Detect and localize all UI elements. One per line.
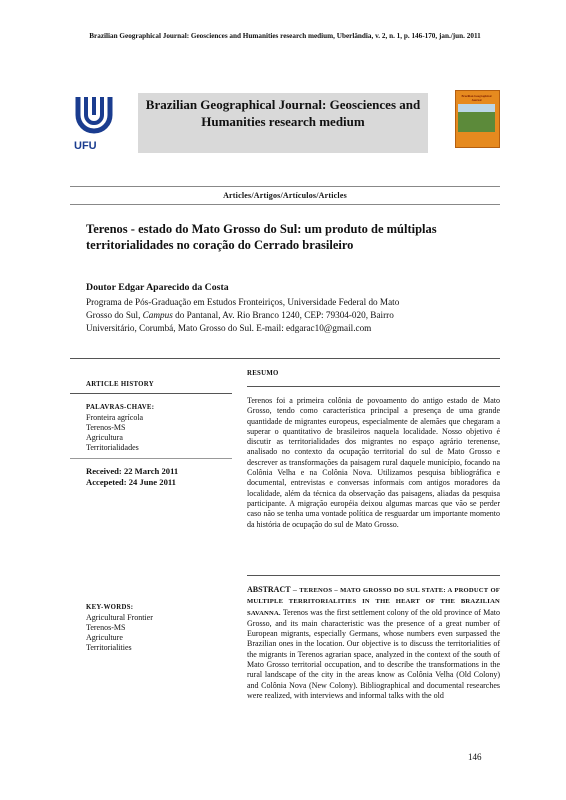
dates-block [86,466,178,488]
key-words-item: Territorialities [86,643,132,652]
affiliation-line2-post: do Pantanal, Av. Rio Branco 1240, CEP: 79304-020, Bairro [172,310,394,320]
running-head: Brazilian Geographical Journal: Geosciences and Humanities research medium, Uberlândia, v. 2, n. 1, p. 146-170, jan./jun. 2011 [89,32,481,40]
abstract-paragraph [247,585,500,701]
section-rule-bottom [70,204,500,205]
logo-text: UFU [74,140,97,152]
abstract-lead: ABSTRACT [247,585,291,594]
resumo-label: RESUMO [247,370,279,377]
abstract-subtitle: TERENOS – MATO GROSSO DO SUL STATE: A PRODUCT OF MULTIPLE TERRITORIALITIES IN THE HEART OF THE BRAZILIAN SAVANNA. [247,587,501,617]
palavras-chave-item: Territorialidades [86,443,139,452]
journal-title: Brazilian Geographical Journal: Geosciences and Humanities research medium [145,97,421,129]
cover-sky [458,104,495,112]
key-words-block [86,603,226,653]
paper-title: Terenos - estado do Mato Grosso do Sul: um produto de múltiplas territorialidades no coração do Cerrado brasileiro [86,222,437,252]
page-number: 146 [468,752,482,762]
resumo-text: Terenos foi a primeira colônia de povoamento do antigo estado de Mato Grosso, tendo como característica principal a presença de uma grande quantidade de migrantes europeus, especialmente de alemães que chegaram a superar o quantitativo de brasileiros naquela localidade. Nosso objetivo é discutir as territorialidades dos migrantes no espaço agrário terenense, analisado no contexto da ocupação territorial do sul de Mato Grosso e descrever as transformações da paisagem rural daquele município, focando na Colônia Velha e na Colônia Nova. Utilizamos pesquisa bibliográfica e documental, entrevistas e conversas informais com antigos moradores da localidade, além da técnica da observação das paisagens, aliadas da pesquisa participante. A migração européia deixou algumas marcas que vão se perder caso não se tenha uma vontade política de resguardar um importante momento da história de ocupação do sul de Mato Grosso. [247,396,500,529]
key-words-label: KEY-WORDS: [86,604,134,611]
author-affiliation [86,296,500,335]
palavras-chave-item: Agricultura [86,433,123,442]
section-label: Articles/Artigos/Artículos/Articles [223,191,347,200]
history-rule [70,393,232,394]
resumo-rule [247,386,500,387]
palavras-chave-block [86,403,226,453]
palavras-chave-item: Fronteira agrícola [86,413,144,422]
article-history-label: ARTICLE HISTORY [86,381,154,388]
cover-text: Brazilian Geographical Journal [461,94,492,102]
palavras-chave-label: PALAVRAS-CHAVE: [86,404,155,411]
palavras-chave-item: Terenos-MS [86,423,126,432]
cover-landscape [458,112,495,132]
received-date: Received: 22 March 2011 [86,466,179,476]
key-words-item: Terenos-MS [86,623,126,632]
affiliation-campus: Campus [142,310,173,320]
abstract-rule [247,575,500,576]
affiliation-line3: Universitário, Corumbá, Mato Grosso do Sul. E-mail: edgarac10@gmail.com [86,323,372,333]
abstract-text: Terenos was the first settlement colony of the old province of Mato Grosso, and its main characteristic was the presence of a great number of European migrants, especially Germans, whose numbers even surpassed the Brazilian ones in the location. Our objective is to discuss the territorialities of the migrants in Terenos agrarian space, analyzed in the context of the south of Mato Grosso territorial occupation, and to describe the transformations in the rural landscape of the city in the areas know as Colônia Velha (Old Colony) and Colônia Nova (New Colony). Bibliographical and documental researches were realized, with interviews and informal talks with the old [247,607,500,700]
key-words-item: Agriculture [86,633,123,642]
author-name: Doutor Edgar Aparecido da Costa [86,282,229,293]
key-words-item: Agricultural Frontier [86,613,153,622]
accepted-date: Accepeted: 24 June 2011 [86,477,176,487]
section-rule-top [70,186,500,187]
affiliation-line2-pre: Grosso do Sul, [86,310,143,320]
keywords-rule [70,458,232,459]
affiliation-line1: Programa de Pós-Graduação em Estudos Fronteiriços, Universidade Federal do Mato [86,297,400,307]
header-divider [70,358,500,359]
abstract-dash: – [290,585,300,594]
